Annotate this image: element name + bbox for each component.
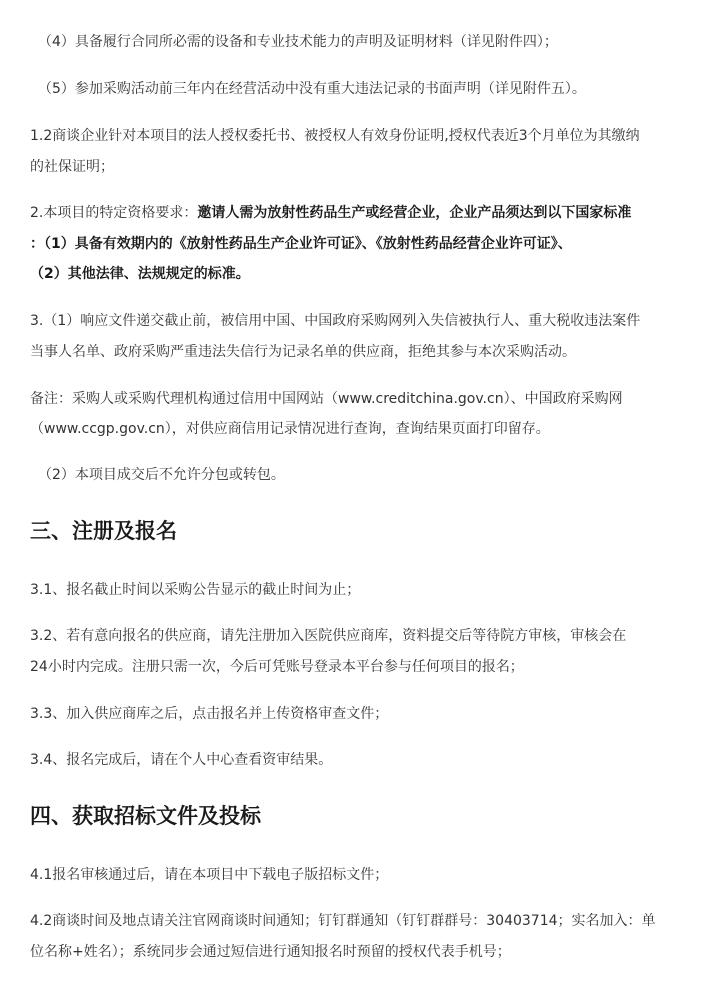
- section-3-heading: 三、注册及报名: [30, 519, 177, 543]
- para-4-2-line-1: 4.2商谈时间及地点请关注官网商谈时间通知；钉钉群通知（钉钉群群号：30403714；实名加入：单: [30, 913, 656, 929]
- section-4-heading: 四、获取招标文件及投标: [30, 804, 261, 828]
- para-3-4: 3.4、报名完成后，请在个人中心查看资审结果。: [30, 752, 333, 768]
- para-1-2-line-2: 的社保证明；: [30, 159, 114, 175]
- note-line-2: （www.ccgp.gov.cn），对供应商信用记录情况进行查询，查询结果页面打印留存。: [30, 421, 550, 437]
- item-4-text: （4）具备履行合同所必需的设备和专业技术能力的声明及证明材料（详见附件四）；: [38, 34, 558, 50]
- note-line-1: 备注：采购人或采购代理机构通过信用中国网站（www.creditchina.gov.cn）、中国政府采购网: [30, 391, 623, 407]
- para-3-line-2: 当事人名单、政府采购严重违法失信行为记录名单的供应商，拒绝其参与本次采购活动。: [30, 344, 576, 360]
- item-2-no-subcontract: （2）本项目成交后不允许分包或转包。: [38, 467, 285, 483]
- para-3-1: 3.1、报名截止时间以采购公告显示的截止时间为止；: [30, 582, 361, 598]
- para-3-2-line-1: 3.2、若有意向报名的供应商，请先注册加入医院供应商库，资料提交后等待院方审核，审核会在: [30, 628, 627, 644]
- para-4-1: 4.1报名审核通过后，请在本项目中下载电子版招标文件；: [30, 867, 389, 883]
- para-2-line-2: ：（1）具备有效期内的《放射性药品生产企业许可证》、《放射性药品经营企业许可证》、: [30, 236, 572, 252]
- para-2-requirement-bold: 邀请人需为放射性药品生产或经营企业，企业产品须达到以下国家标准: [197, 205, 632, 221]
- para-3-line-1: 3.（1）响应文件递交截止前，被信用中国、中国政府采购网列入失信被执行人、重大税收违法案件: [30, 313, 641, 329]
- para-4-2-line-2: 位名称+姓名）；系统同步会通过短信进行通知报名时预留的授权代表手机号；: [30, 944, 511, 960]
- para-3-2-line-2: 24小时内完成。注册只需一次，今后可凭账号登录本平台参与任何项目的报名；: [30, 659, 524, 675]
- para-3-3: 3.3、加入供应商库之后，点击报名并上传资格审查文件；: [30, 706, 389, 722]
- para-2-line-1: [30, 203, 631, 223]
- item-5-text: （5）参加采购活动前三年内在经营活动中没有重大违法记录的书面声明（详见附件五）。: [38, 81, 586, 97]
- para-1-2-line-1: 1.2商谈企业针对本项目的法人授权委托书、被授权人有效身份证明,授权代表近3个月单位为其缴纳: [30, 128, 640, 144]
- para-2-line-3: （2）其他法律、法规规定的标准。: [30, 266, 250, 282]
- para-2-prefix: 2.本项目的特定资格要求：: [30, 205, 198, 221]
